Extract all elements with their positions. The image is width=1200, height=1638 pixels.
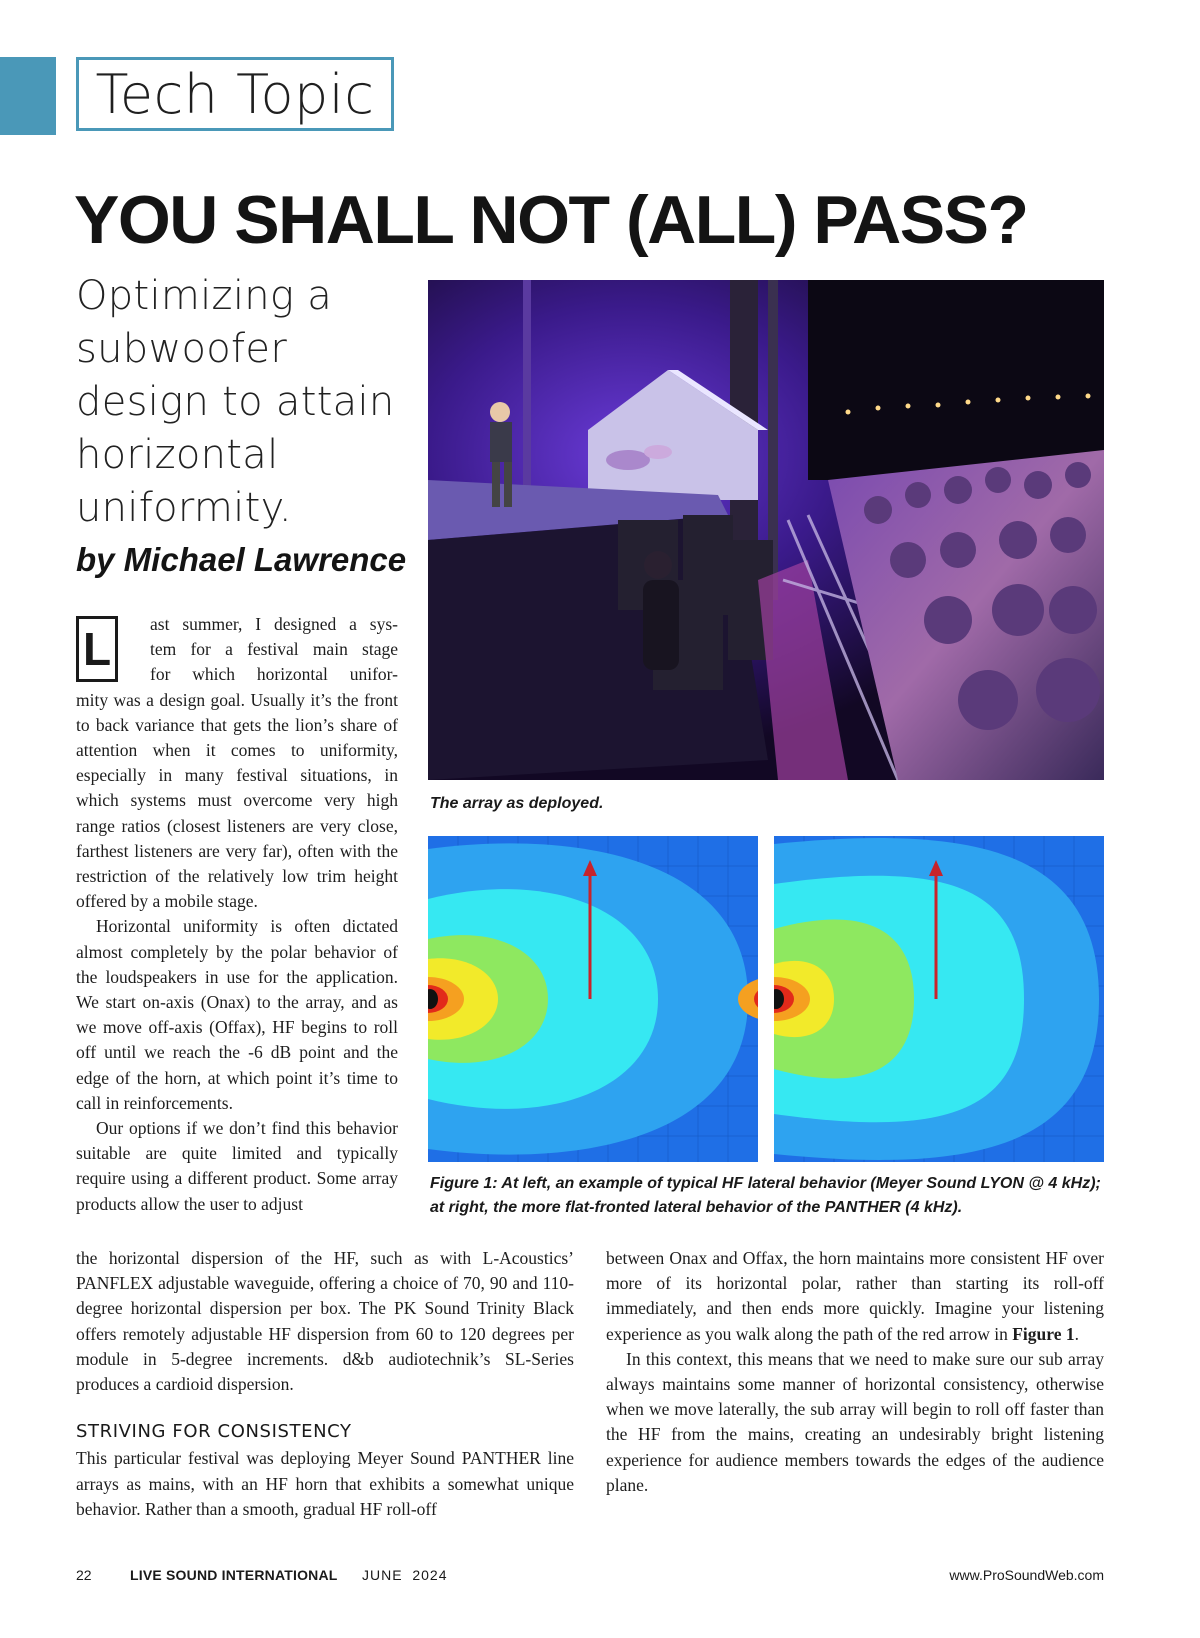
paragraph-1: mity was a design goal. Usually it’s the front to back variance that gets the lion’s share of attention when it comes to uniformity, especially in many festival situations, in which systems must overcome very high range ratios (closest listeners are very close, farthest listeners are very far), often with the restriction of the relatively low trim height offered by a mobile stage. xyxy=(76,689,398,912)
article-column-1-bottom xyxy=(76,1246,574,1522)
article-headline: YOU SHALL NOT (ALL) PASS? xyxy=(74,182,1028,258)
paragraph-4-end: . xyxy=(1074,1323,1079,1344)
website-url[interactable]: www.ProSoundWeb.com xyxy=(949,1567,1104,1583)
article-column-2-bottom xyxy=(606,1246,1104,1498)
paragraph-4-continued xyxy=(606,1246,1104,1347)
figure-reference: Figure 1 xyxy=(1012,1323,1075,1344)
paragraph-3-start: Our options if we don’t find this behavior suitable are quite limited and typically require using a different product. Some array products allow the user to adjust xyxy=(76,1118,398,1214)
figure-1-coverage-plots xyxy=(428,836,1104,1162)
paragraph-4-text: between Onax and Offax, the horn maintains more consistent HF over more of its horizontal polar, rather than starting its roll-off immediately, and then ends more quickly. Imagine your listening experience as you walk along the path of the red arrow in xyxy=(606,1248,1104,1344)
section-subheading: STRIVING FOR CONSISTENCY xyxy=(76,1421,352,1443)
article-byline: by Michael Lawrence xyxy=(76,541,407,578)
article-column-1-top xyxy=(76,612,398,1217)
section-label: Tech Topic xyxy=(76,57,394,131)
plot-divider xyxy=(758,836,774,1162)
section-accent-bar xyxy=(0,57,56,135)
paragraph-5: In this context, this means that we need to make sure our sub array always maintains some manner of horizontal consistency, otherwise when we move laterally, the sub array will begin to roll off faster than the HF from the mains, creating an undesirably bright listening experience for audience members towards the edges of the audience plane. xyxy=(606,1348,1104,1495)
intro-line: ast summer, I designed a sys- xyxy=(150,614,398,634)
intro-line: tem for a festival main stage xyxy=(150,639,398,660)
paragraph-2: Horizontal uniformity is often dictated almost completely by the polar behavior of the loudspeakers in use for the application. We start on-axis (Onax) to the array, and as we move off-axis (Offax), HF begins to roll off until we reach the -6 dB point and the edge of the horn, at which point it’s time to call in reinforcements. xyxy=(76,916,398,1113)
publication-date: JUNE 2024 xyxy=(362,1567,448,1583)
concert-photo xyxy=(428,280,1104,780)
intro-line: for which horizontal unifor- xyxy=(150,664,398,685)
paragraph-4: This particular festival was deploying Meyer Sound PANTHER line arrays as mains, with an HF horn that exhibits a somewhat unique behavior. Rather than a smooth, gradual HF roll-off xyxy=(76,1448,574,1519)
dropcap-lines xyxy=(76,612,398,688)
photo-caption: The array as deployed. xyxy=(430,795,604,812)
paragraph-3-continued: the horizontal dispersion of the HF, such as with L-Acoustics’ PANFLEX adjustable waveguide, offering a choice of 70, 90 and 110-degree horizontal dispersion per box. The PK Sound Trinity Black offers remotely adjustable HF dispersion from 60 to 120 degrees per module in 5-degree increments. d&b audiotechnik’s SL-Series produces a cardioid dispersion. xyxy=(76,1248,574,1395)
figure-1-caption: Figure 1: At left, an example of typical HF lateral behavior (Meyer Sound LYON @ 4 kHz); at right, the more flat-fronted lateral behavior of the PANTHER (4 kHz). xyxy=(430,1175,1101,1216)
publication-name: LIVE SOUND INTERNATIONAL xyxy=(130,1567,338,1583)
drop-cap: L xyxy=(76,616,118,682)
article-subhead: Optimizing a subwoofer design to attain horizontal uniformity. xyxy=(76,273,395,531)
page-number: 22 xyxy=(76,1567,92,1583)
